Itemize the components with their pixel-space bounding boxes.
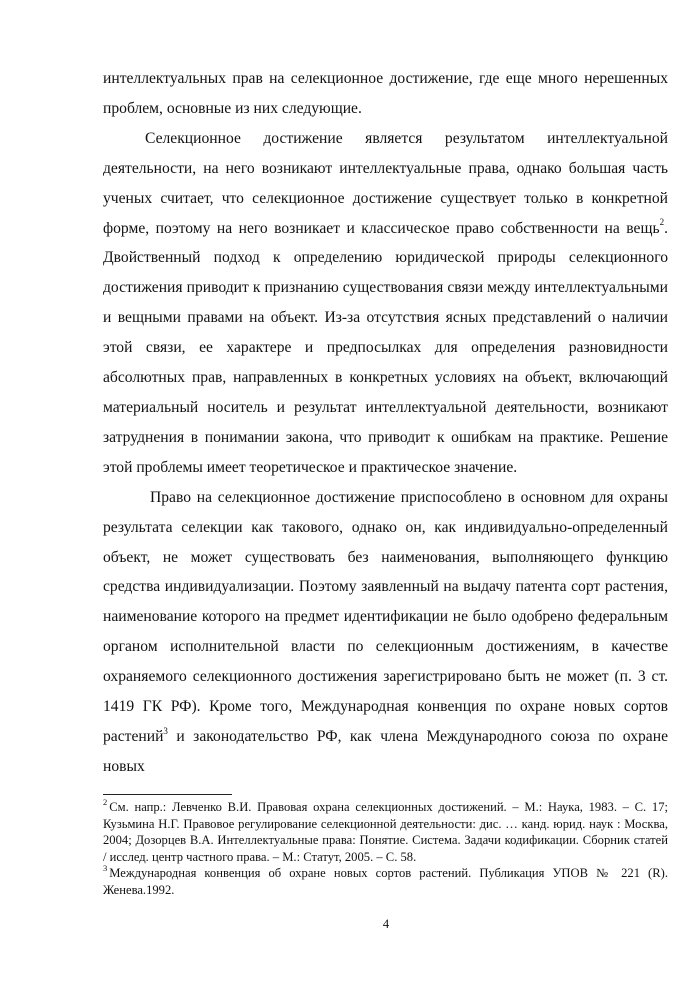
footnote-reference[interactable]: 3 — [163, 725, 168, 736]
footnote — [103, 865, 668, 898]
paragraph — [103, 124, 668, 483]
footnote-number: 3 — [103, 863, 108, 874]
paragraph-text: . Двойственный подход к определению юридической природы селекционного достижения приводит к признанию существования связи между интеллектуальными и вещными правами на объект. Из-за отсутствия ясных представлений о наличии этой связи, ее характере и предпосылках для определения разновидности абсолютных прав, направленных в конкретных условиях на объект, включающий материальный носитель и результат интеллектуальной деятельности, возникают затруднения в понимании закона, что приводит к ошибкам на практике. Решение этой проблемы имеет теоретическое и практическое значение. — [103, 219, 668, 476]
paragraph-text: Селекционное достижение является результатом интеллектуальной деятельности, на него возникают интеллектуальные права, однако большая часть ученых считает, что селекционное достижение существует только в конкретной форме, поэтому на него возникает и классическое право собственности на вещь — [103, 129, 668, 237]
footnote-text: См. напр.: Левченко В.И. Правовая охрана селекционных достижений. – М.: Наука, 1983. – С. 17; Кузьмина Н.Г. Правовое регулирование селекционной деятельности: дис. … канд. юрид. наук : Москва, 2004; Дозорцев В.А. Интеллектуальные права: Понятие. Система. Задачи кодификации. Сборник статей / исслед. центр частного права. – М.: Статут, 2005. – С. 58. — [103, 800, 668, 864]
footnote-text: Международная конвенция об охране новых сортов растений. Публикация УПОВ № 221 (R). Женева.1992. — [103, 866, 668, 897]
paragraph-text: и законодательство РФ, как члена Международного союза по охране новых — [103, 727, 668, 775]
footnote-separator — [103, 794, 232, 795]
body-text — [103, 64, 668, 782]
paragraph-continuation: интеллектуальных прав на селекционное достижение, где еще много нерешенных проблем, основные из них следующие. — [103, 70, 668, 117]
paragraph-text: Право на селекционное достижение приспособлено в основном для охраны результата селекции как такового, однако он, как индивидуально-определенный объект, не может существовать без наименования, выполняющего функцию средства индивидуализации. Поэтому заявленный на выдачу патента сорт растения, наименование которого на предмет идентификации не было одобрено федеральным органом исполнительной власти по селекционным достижениям, в качестве охраняемого селекционного достижения зарегистрировано быть не может (п. 3 ст. 1419 ГК РФ). Кроме того, Международная конвенция по охране новых сортов растений — [103, 488, 668, 745]
page-number: 4 — [382, 917, 390, 931]
footnote — [103, 796, 668, 865]
footnote-number: 2 — [103, 796, 108, 807]
paragraph — [103, 483, 668, 782]
footnotes — [103, 796, 668, 899]
footnote-reference[interactable]: 2 — [659, 217, 665, 228]
